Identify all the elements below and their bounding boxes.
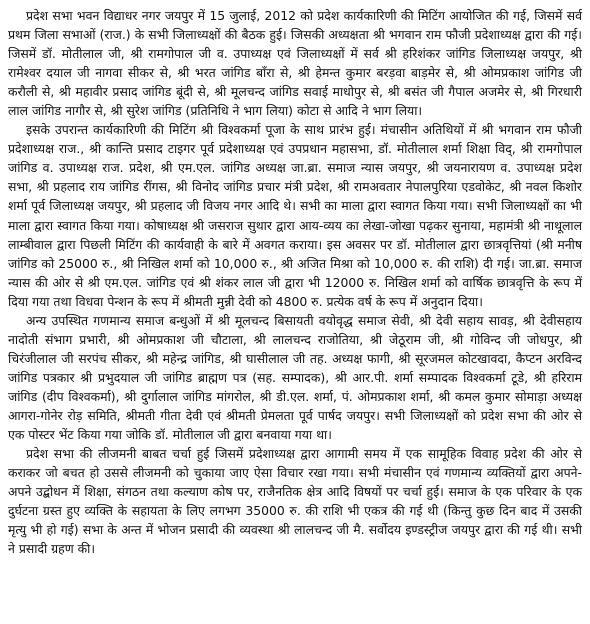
paragraph-other-attendees: अन्य उपस्थित गणमान्य समाज बन्धुओं में श्री मूलचन्द बिसायती वयोवृद्ध समाज सेवी, श्री देवी सहाय सावड़, श्री देवीसहाय नादोती संभाग प्रभारी, श्री ओमप्रकाश जी चौटाला, श्री लालचन्द राजोतिया, श्री जेठूराम जी, श्री गोविन्द जी जोधपुर, श्री चिरंजीलाल जी सरपंच सीकर, श्री महेन्द्र जांगिड, श्री घासीलाल जी तह. अध्यक्ष फागी, श्री सूरजमल कोटखावदा, कैप्टन अरविन्द जांगिड पत्रकार श्री प्रभुदयाल जी जांगिड ब्राह्मण पत्र (सह. सम्पादक), श्री आर.पी. शर्मा सम्पादक विश्वकर्मा टूडे, श्री हरिराम जांगिड (दीप विश्वकर्मा), श्री दुर्गालाल जांगिड मांगरोल, श्री डी.एल. शर्मा, पं. ओमप्रकाश शर्मा, श्री कमल कुमार सोमाड़ा अध्यक्ष आगरा-गोनेर रोड़ समिति, श्रीमती गीता देवी एवं श्रीमती प्रेमलता पूर्व पार्षद जयपुर। सभी जिलाध्यक्षों को प्रदेश सभा की ओर से एक पोस्टर भेंट किया गया जोकि डॉ. मोतीलाल जी द्वारा बनवाया गया था। — [8, 312, 582, 443]
paragraph-district-presidents-meeting: प्रदेश सभा भवन विद्याधर नगर जयपुर में 15 जुलाई, 2012 को प्रदेश कार्यकारिणी की मिटिंग आयोजित की गई, जिसमें सर्व प्रथम जिला सभाओं (राज.) के सभी जिलाध्यक्षों की बैठक हुई। जिसकी अध्यक्षता श्री भगवान राम फौजी प्रदेशाध्यक्ष द्वारा की गई। जिसमें डॉ. मोतीलाल जी, श्री रामगोपाल जी व. उपाध्यक्ष एवं जिलाध्यक्षों में सर्व श्री हरिशंकर जांगिड जिलाध्यक्ष जयपुर, श्री रामेश्वर दयाल जी नागवा सीकर से, श्री भरत जांगिड बाँरा से, श्री हेमन्त कुमार बरड़वा बाड़मेर से, श्री ओमप्रकाश जांगिड जी करौली से, श्री महावीर प्रसाद जांगिड बूंदी से, श्री मूलचन्द जांगिड सवाई माधोपुर से, श्री बसंत जी गैपाल अजमेर से, श्री गिरधारी लाल जांगिड नागौर से, श्री सुरेश जांगिड (प्रतिनिधि ने भाग लिया) कोटा से आदि ने भाग लिया। — [8, 8, 582, 119]
paragraph-lease-money-discussion: प्रदेश सभा की लीजमनी बाबत चर्चा हुई जिसमें प्रदेशाध्यक्ष द्वारा आगामी समय में एक सामूहिक विवाह प्रदेश की ओर से कराकर जो बचत हो उससे लीजमनी को चुकाया जाए ऐसा विचार रखा गया। सभी मंचासीन एवं गणमान्य व्यक्तियों द्वारा अपने-अपने उद्बोधन में शिक्षा, संगठन तथा कल्याण कोष पर, राजैनतिक क्षेत्र आदि विषयों पर चर्चा हुई। समाज के एक परिवार के एक दुर्घटना ग्रस्त हुए व्यक्ति के सहायता के लिए लगभग 35000 रु. की राशि भी एकत्र की गई थी (किन्तु कुछ दिन बाद में उसकी मृत्यु भी हो गई) सभा के अन्त में भोजन प्रसादी की व्यवस्था श्री लालचन्द जी मै. सर्वोदय इण्डस्ट्रीज जयपुर द्वारा की गई थी। सभी ने प्रसादी ग्रहण की। — [8, 446, 582, 557]
paragraph-executive-meeting: इसके उपरान्त कार्यकारिणी की मिटिंग श्री विश्वकर्मा पूजा के साथ प्रारंभ हुई। मंचासीन अतिथियों में श्री भगवान राम फौजी प्रदेशाध्यक्ष राज., श्री कान्ति प्रसाद टाइगर पूर्व प्रदेशाध्यक्ष एवं उपप्रधान महासभा, डॉ. मोतीलाल शर्मा शिक्षा विद्, श्री रामगोपाल जांगिड व. उपाध्यक्ष राज. प्रदेश, श्री एम.एल. जांगिड अध्यक्ष जा.ब्रा. समाज न्यास जयपुर, श्री जयनारायण व. उपाध्यक्ष प्रदेश सभा, श्री प्रहलाद राय जांगिड रींगस, श्री विनोद जांगिड प्रचार मंत्री प्रदेश, श्री रामअवतार नेपालपुरिया एडवोकेट, श्री नवल किशोर शर्मा पूर्व जिलाध्यक्ष जयपुर, श्री प्रहलाद जी विजय नगर आदि थे। सभी का माला द्वारा स्वागत किया गया। सभी जिलाध्यक्षों का भी माला द्वारा स्वागत किया गया। कोषाध्यक्ष श्री जसराज सुथार द्वारा आय-व्यय का लेखा-जोखा पढ़कर सुनाया, महामंत्री श्री नाथूलाल लाम्बीवाल द्वारा पिछली मिटिंग की कार्यवाही के बारे में अवगत कराया। इस अवसर पर डॉ. मोतीलाल द्वारा छात्रवृत्तियां (श्री मनीष जांगिड को 25000 रु., श्री निखिल शर्मा को 10,000 रु., श्री अजित मिश्रा को 10,000 रु. की राशि) दी गई। जा.ब्रा. समाज न्यास की ओर से श्री एम.एल. जांगिड एवं श्री शंकर लाल जी द्वारा भी 12000 रु. निखिल शर्मा को वार्षिक छात्रवृत्ति के रूप में दिया गया तथा विधवा पेन्शन के रूप में श्रीमती मुन्नी देवी को 4800 रु. प्रत्येक वर्ष के रूप में अनुदान दिया। — [8, 122, 582, 309]
